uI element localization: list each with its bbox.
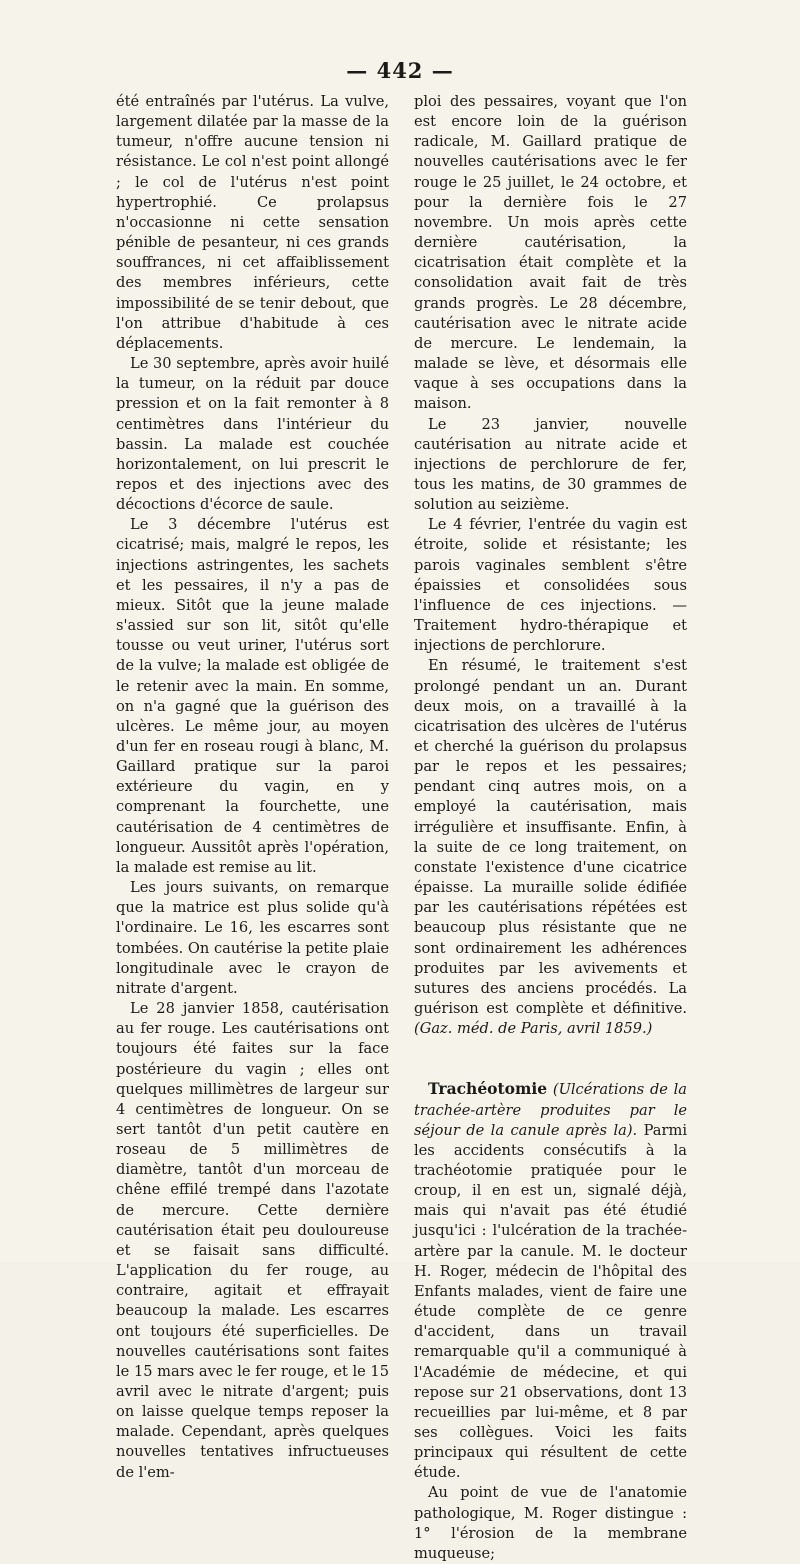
paragraph: Le 28 janvier 1858, cautérisation au fer rouge. Les cautérisations ont toujours été faites sur la face postérieure du vagin ; elles ont quelques millimètres de largeur sur 4 centimètres de longueur. On se sert tantôt d'un petit cautère en roseau de 5 millimètres de diamètre, tantôt d'un morceau de chêne effilé trempé dans l'azotate de mercure. Cette dernière cautérisation était peu douloureuse et se faisait sans difficulté. L'application du fer rouge, au contraire, agitait et effrayait beaucoup la malade. Les escarres ont toujours été superficielles. De nouvelles cautérisations sont faites le 15 mars avec le fer rouge, et le 15 avril avec le nitrate d'argent; puis on laisse quelque temps reposer la malade. Cependant, après quelques nouvelles tentatives infructueuses de l'em- [116,1000,389,1481]
right-column [414,92,687,1564]
paragraph-text: Parmi les accidents consécutifs à la trachéotomie pratiquée pour le croup, il en est un, signalé déjà, mais qui n'avait pas été étudié jusqu'ici : l'ulcération de la trachée-artère par la canule. M. le docteur H. Roger, médecin de l'hôpital des Enfants malades, vient de faire une étude complète de ce genre d'accident, dans un travail remarquable qu'il a communiqué à l'Académie de médecine, et qui repose sur 21 observations, dont 13 recueillies par lui-même, et 8 par ses collègues. Voici les faits principaux qui résultent de cette étude. [414,1121,687,1482]
paragraph: Le 4 février, l'entrée du vagin est étroite, solide et résistante; les parois vaginales semblent s'être épaissies et consolidées sous l'influence de ces injections. — Traitement hydro-thérapique et injections de perchlorure. [414,516,687,655]
paragraph-text: En résumé, le traitement s'est prolongé pendant un an. Durant deux mois, on a travaillé à la cicatrisation des ulcères de l'utérus et cherché la guérison du prolapsus par le repos et les pessaires; pendant cinq autres mois, on a employé la cautérisation, mais irrégulière et insuffisante. Enfin, à la suite de ce long traitement, on constate l'existence d'une cicatrice épaisse. La muraille solide édifiée par les cautérisations répétées est beaucoup plus résistante que ne sont ordinairement les adhérences produites par les avivements et sutures des anciens procédés. La guérison est complète et définitive. [414,657,687,1018]
section-title: Trachéotomie [428,1079,548,1099]
paragraph: Le 23 janvier, nouvelle cautérisation au nitrate acide et injections de perchlorure de fer, tous les matins, de 30 grammes de solution au seizième. [414,415,687,514]
paragraph: été entraînés par l'utérus. La vulve, largement dilatée par la masse de la tumeur, n'offre aucune tension ni résistance. Le col n'est point allongé ; le col de l'utérus n'est point hypertrophié. Ce prolapsus n'occasionne ni cette sensation pénible de pesanteur, ni ces grands souffrances, ni cet affaiblissement des membres inférieurs, cette impossibilité de se tenir debout, que l'on attribue d'habitude à ces déplacements. [116,93,389,352]
paragraph: Au point de vue de l'anatomie pathologique, M. Roger distingue : 1° l'érosion de la membrane muqueuse; [414,1484,687,1562]
page-number: — 442 — [346,58,454,83]
paragraph [414,656,687,1039]
left-column [116,92,389,1483]
source-citation: (Gaz. méd. de Paris, avril 1859.) [414,1020,653,1038]
paragraph: ploi des pessaires, voyant que l'on est encore loin de la guérison radicale, M. Gaillard pratique de nouvelles cautérisations avec le fer rouge le 25 juillet, le 24 octobre, et pour la dernière fois le 27 novembre. Un mois après cette dernière cautérisation, la cicatrisation était complète et la consolidation avait fait de très grands progrès. Le 28 décembre, cautérisation avec le nitrate acide de mercure. Le lendemain, la malade se lève, et désormais elle vaque à ses occupations dans la maison. [414,93,687,413]
section-subtitle: (Ulcérations de la trachée-artère produites par le séjour de la canule après la). [414,1081,688,1139]
section-heading [414,1079,687,1483]
paragraph: Le 30 septembre, après avoir huilé la tumeur, on la réduit par douce pression et on la fait remonter à 8 centimètres dans l'intérieur du bassin. La malade est couchée horizontalement, on lui prescrit le repos et des injections avec des décoctions d'écorce de saule. [116,355,389,514]
paragraph: Le 3 décembre l'utérus est cicatrisé; mais, malgré le repos, les injections astringentes, les sachets et les pessaires, il n'y a pas de mieux. Sitôt que la jeune malade s'assied sur son lit, sitôt qu'elle tousse ou veut uriner, l'utérus sort de la vulve; la malade est obligée de le retenir avec la main. En somme, on n'a gagné que la guérison des ulcères. Le même jour, au moyen d'un fer en roseau rougi à blanc, M. Gaillard pratique sur la paroi extérieure du vagin, en y comprenant la fourchette, une cautérisation de 4 centimètres de longueur. Aussitôt après l'opération, la malade est remise au lit. [116,516,389,876]
section-gap [414,1039,687,1079]
paragraph: Les jours suivants, on remarque que la matrice est plus solide qu'à l'ordinaire. Le 16, les escarres sont tombées. On cautérise la petite plaie longitudinale avec le crayon de nitrate d'argent. [116,879,389,997]
